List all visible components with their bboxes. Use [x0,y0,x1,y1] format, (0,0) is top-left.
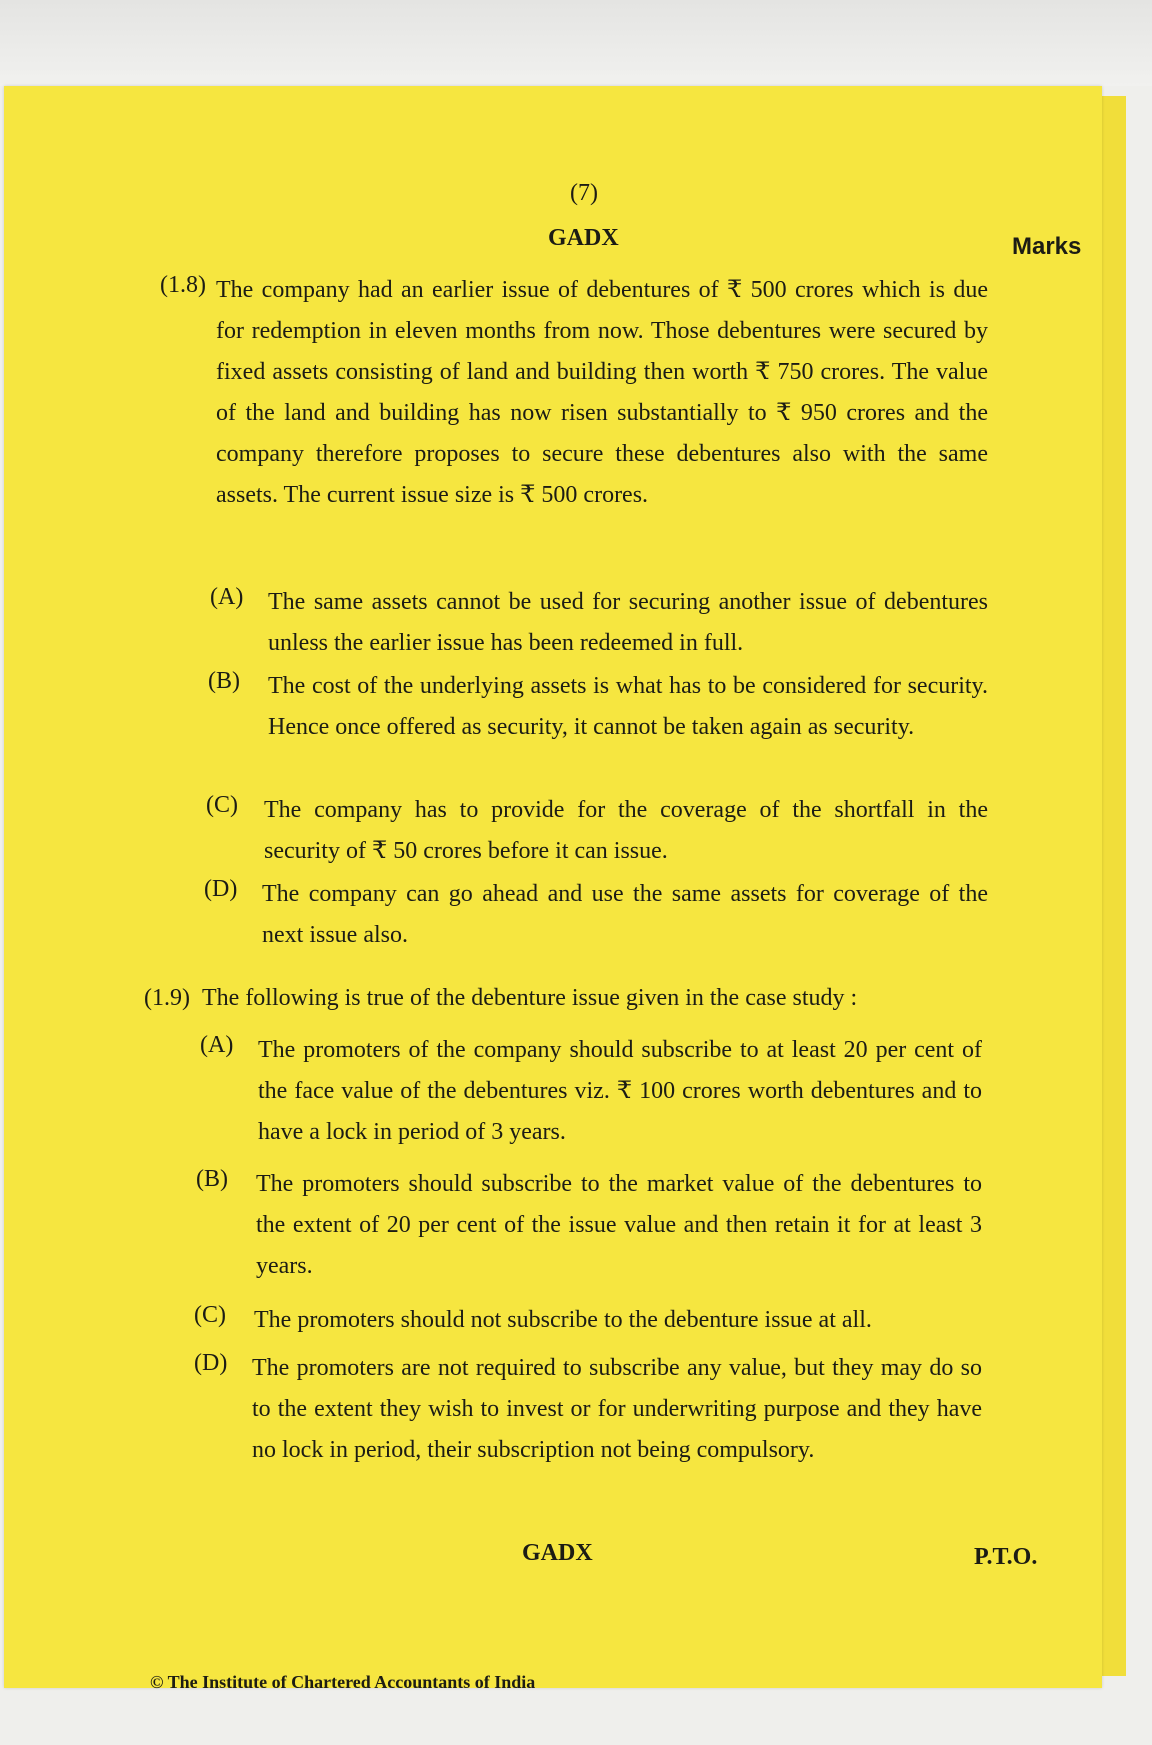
option-label: (A) [200,1032,234,1058]
option-label: (C) [194,1302,226,1328]
option-label: (D) [194,1350,228,1376]
marks-heading: Marks [1012,233,1082,260]
copyright-notice: © The Institute of Chartered Accountants of India [150,1672,536,1692]
question-stem: The following is true of the debenture issue given in the case study : [202,985,858,1011]
option-label: (A) [210,584,244,610]
option-text: The company can go ahead and use the same assets for coverage of the next issue also. [262,881,988,948]
option-text: The same assets cannot be used for securing another issue of debentures unless the earlier issue has been redeemed in full. [268,589,988,656]
page-number: (7) [570,180,598,206]
option-text: The promoters should subscribe to the market value of the debentures to the extent of 20 per cent of the issue value and then retain it for at least 3 years. [256,1171,982,1279]
question-number: (1.9) [144,985,190,1011]
pto-label: P.T.O. [974,1544,1038,1570]
option-text: The promoters are not required to subscribe any value, but they may do so to the extent they wish to invest or for underwriting purpose and they have no lock in period, their subscription not being compulsory. [252,1355,982,1463]
option-text: The company has to provide for the coverage of the shortfall in the security of ₹ 50 crores before it can issue. [264,797,988,864]
paper-code-footer: GADX [522,1540,593,1566]
option-text: The promoters of the company should subscribe to at least 20 per cent of the face value of the debentures viz. ₹ 100 crores worth debentures and to have a lock in period of 3 years. [258,1037,982,1145]
option-label: (C) [206,792,238,818]
question-stem: The company had an earlier issue of debentures of ₹ 500 crores which is due for redemption in eleven months from now. Those debentures were secured by fixed assets consisting of land and building then worth ₹ 750 crores. The value of the land and building has now risen substantially to ₹ 950 crores and the company therefore proposes to secure these debentures also with the same assets. The current issue size is ₹ 500 crores. [216,277,988,508]
option-text: The cost of the underlying assets is what has to be considered for security. Hence once offered as security, it cannot be taken again as security. [268,673,988,740]
paper-code-header: GADX [548,225,619,251]
option-label: (B) [208,668,240,694]
scan-top-margin [0,0,1152,86]
option-label: (D) [204,876,238,902]
option-text: The promoters should not subscribe to the debenture issue at all. [254,1307,872,1333]
question-number: (1.8) [160,272,206,298]
option-label: (B) [196,1166,228,1192]
